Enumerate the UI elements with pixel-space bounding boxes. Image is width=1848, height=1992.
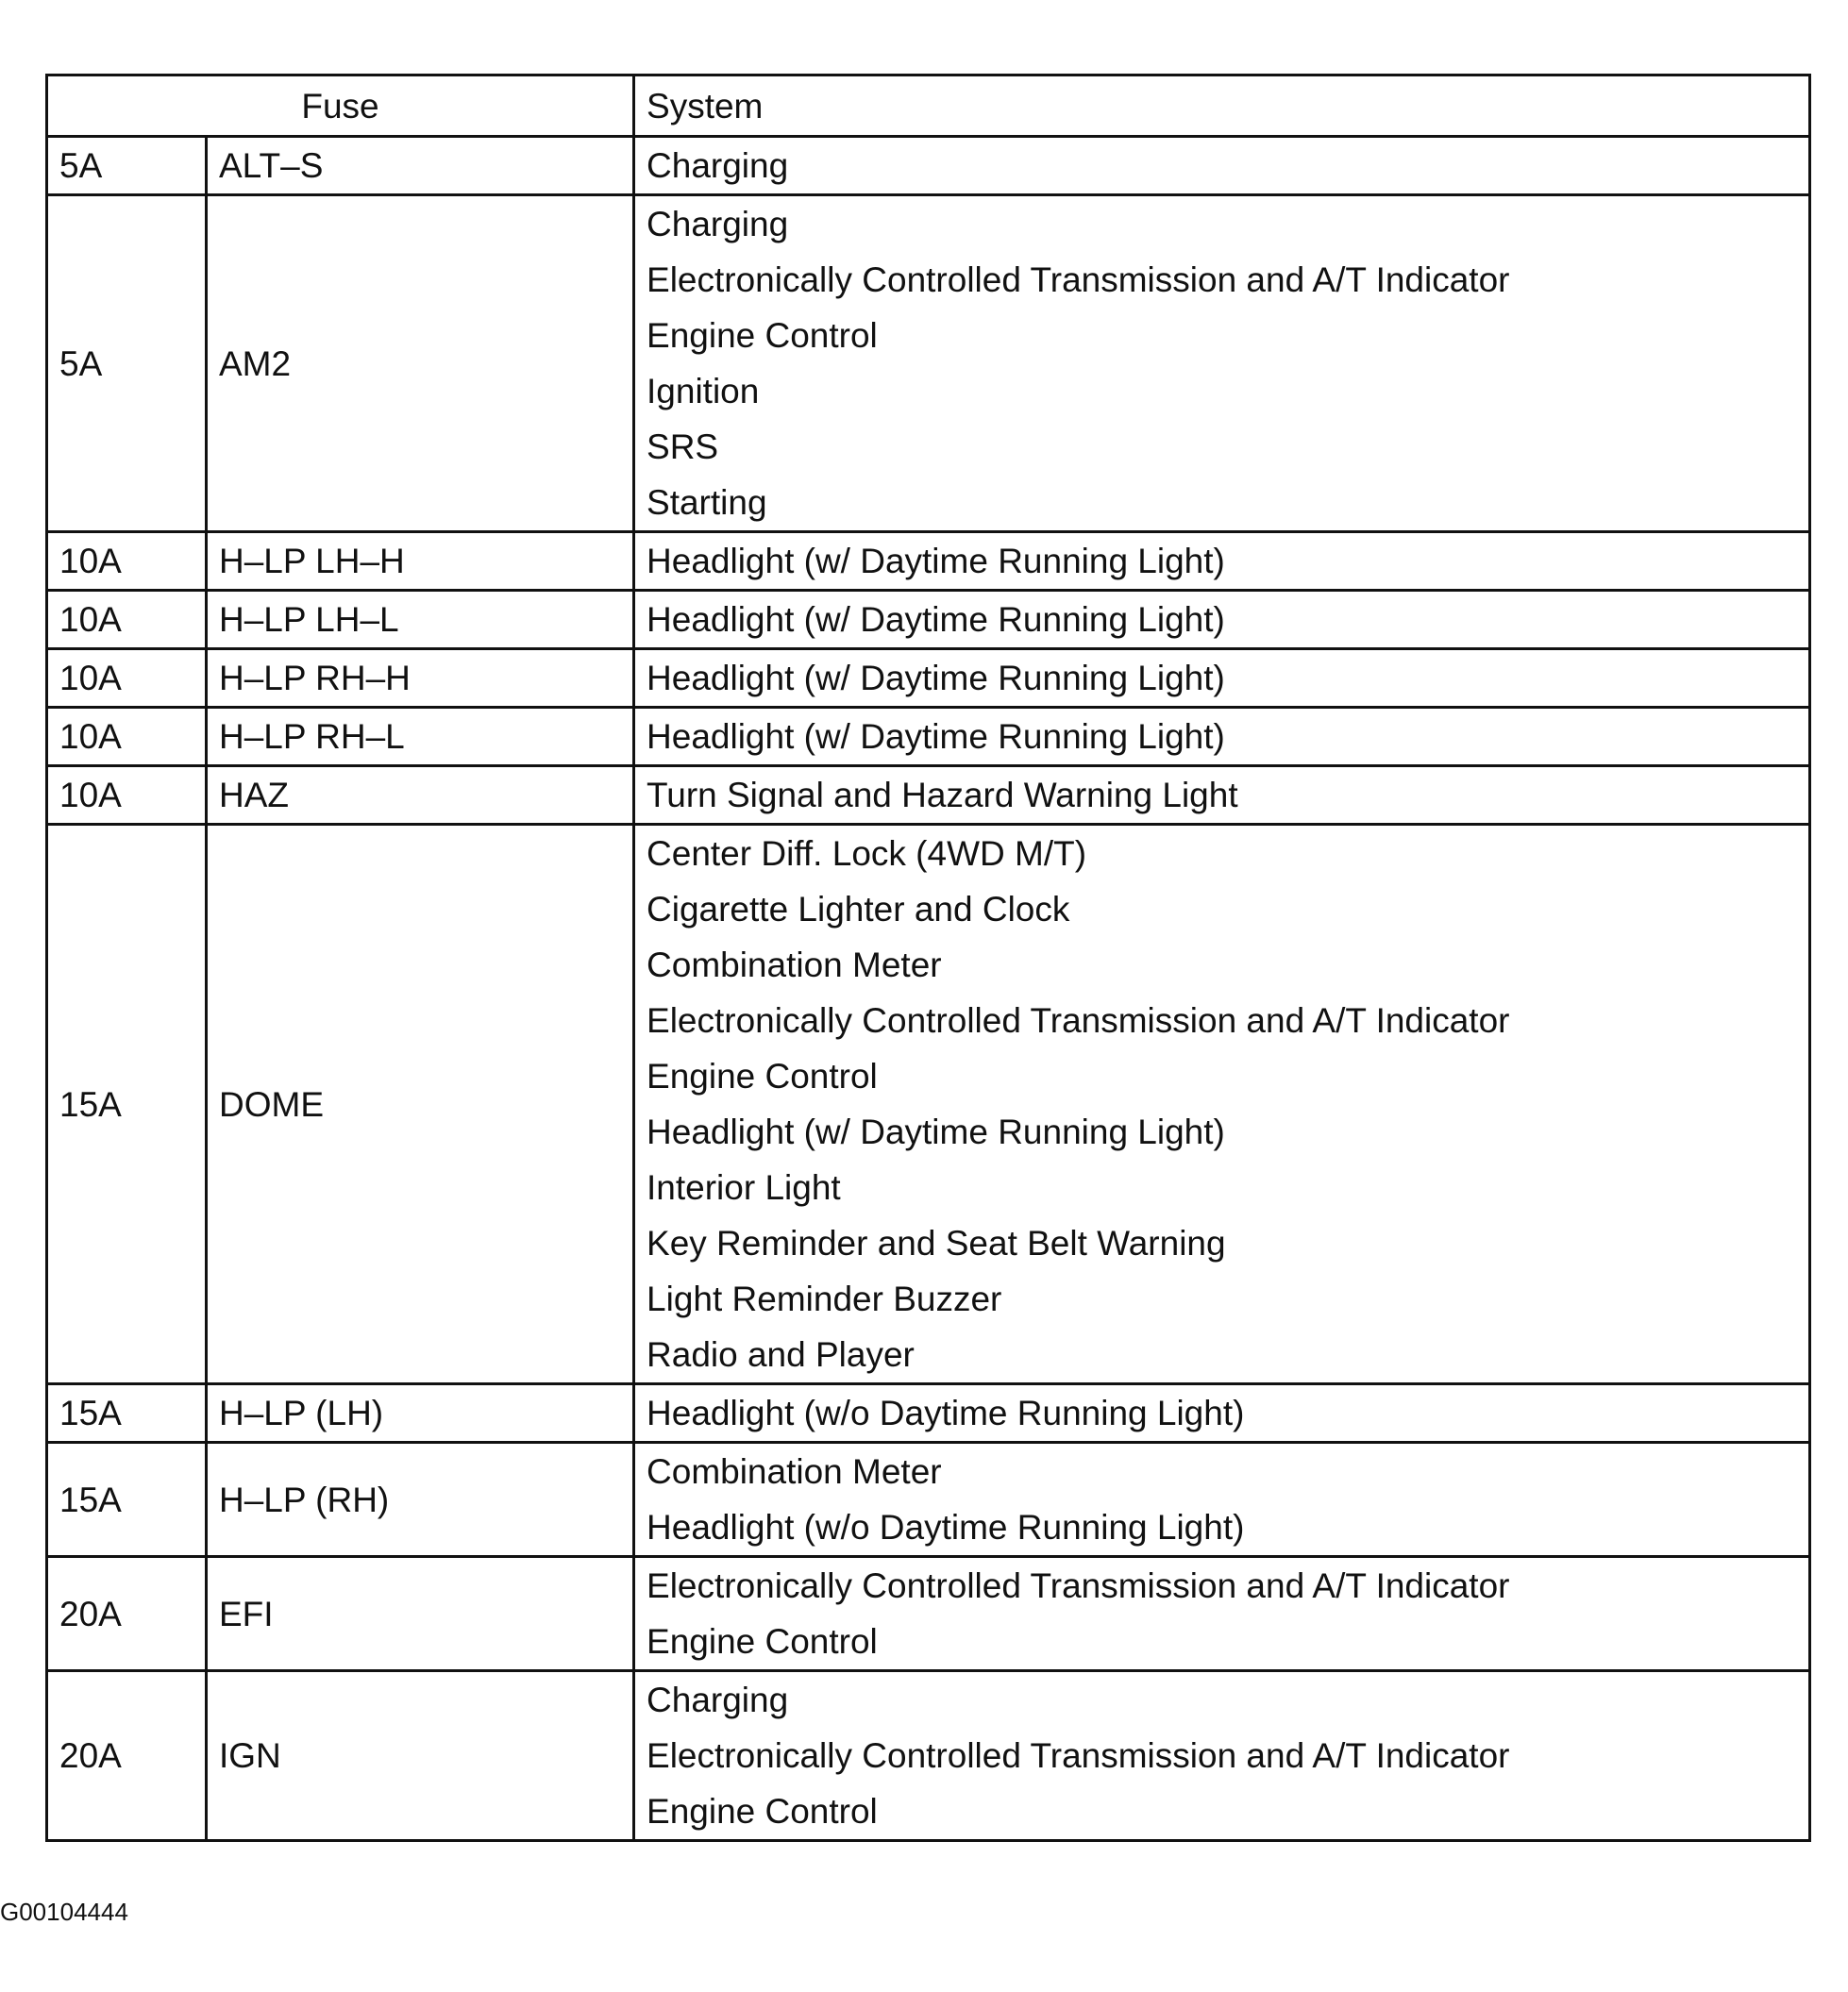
system-cell [634, 708, 1810, 766]
system-entry: Charging [647, 1681, 789, 1719]
system-entry: Headlight (w/ Daytime Running Light) [647, 542, 1225, 580]
fuse-amperage-cell: 5A [47, 137, 207, 195]
fuse-name-cell: ALT–S [207, 137, 634, 195]
system-entry: Headlight (w/ Daytime Running Light) [647, 717, 1225, 756]
system-entry: Engine Control [647, 1057, 878, 1096]
system-entry: Charging [647, 205, 789, 243]
system-entry: Radio and Player [647, 1335, 915, 1374]
system-entry: Turn Signal and Hazard Warning Light [647, 776, 1238, 814]
table-row [47, 1384, 1810, 1443]
system-entry: Headlight (w/ Daytime Running Light) [647, 600, 1225, 639]
fuse-name-cell: H–LP (RH) [207, 1443, 634, 1557]
system-cell [634, 649, 1810, 708]
fuse-column-header: Fuse [47, 75, 634, 137]
system-entry: Engine Control [647, 316, 878, 355]
fuse-name-cell: H–LP RH–H [207, 649, 634, 708]
fuse-amperage-cell: 15A [47, 1384, 207, 1443]
table-row [47, 1671, 1810, 1841]
fuse-name-cell: H–LP RH–L [207, 708, 634, 766]
fuse-amperage-cell: 5A [47, 195, 207, 532]
system-entry: Headlight (w/o Daytime Running Light) [647, 1508, 1245, 1547]
system-cell [634, 591, 1810, 649]
system-entry: Key Reminder and Seat Belt Warning [647, 1224, 1226, 1263]
table-row [47, 1443, 1810, 1557]
system-entry: Center Diff. Lock (4WD M/T) [647, 834, 1087, 873]
system-entry: Electronically Controlled Transmission and A/T Indicator [647, 1566, 1510, 1605]
fuse-name-cell: HAZ [207, 766, 634, 825]
fuse-name-cell: H–LP LH–L [207, 591, 634, 649]
table-row [47, 137, 1810, 195]
system-cell [634, 1671, 1810, 1841]
system-entry: Cigarette Lighter and Clock [647, 890, 1070, 929]
system-entry: Interior Light [647, 1168, 841, 1207]
fuse-system-table [45, 74, 1811, 1842]
fuse-name-cell: H–LP LH–H [207, 532, 634, 591]
table-row [47, 825, 1810, 1384]
fuse-amperage-cell: 10A [47, 591, 207, 649]
system-cell [634, 532, 1810, 591]
table-row [47, 195, 1810, 532]
fuse-amperage-cell: 15A [47, 825, 207, 1384]
system-entry: Combination Meter [647, 1452, 942, 1491]
table-row [47, 1557, 1810, 1671]
fuse-amperage-cell: 10A [47, 649, 207, 708]
system-entry: Electronically Controlled Transmission and A/T Indicator [647, 260, 1510, 299]
fuse-name-cell: AM2 [207, 195, 634, 532]
table-row [47, 766, 1810, 825]
fuse-amperage-cell: 15A [47, 1443, 207, 1557]
system-entry: Ignition [647, 372, 760, 410]
system-entry: Headlight (w/o Daytime Running Light) [647, 1394, 1245, 1432]
system-cell [634, 1443, 1810, 1557]
system-cell [634, 1557, 1810, 1671]
system-entry: Electronically Controlled Transmission and A/T Indicator [647, 1736, 1510, 1775]
system-entry: Headlight (w/ Daytime Running Light) [647, 1113, 1225, 1151]
fuse-amperage-cell: 10A [47, 766, 207, 825]
fuse-name-cell: H–LP (LH) [207, 1384, 634, 1443]
system-entry: Engine Control [647, 1622, 878, 1661]
system-cell [634, 137, 1810, 195]
table-header-row [47, 75, 1810, 137]
fuse-name-cell: DOME [207, 825, 634, 1384]
system-entry: Starting [647, 483, 767, 522]
system-entry: Light Reminder Buzzer [647, 1280, 1002, 1318]
system-entry: Combination Meter [647, 946, 942, 984]
fuse-amperage-cell: 10A [47, 708, 207, 766]
table-body [47, 137, 1810, 1841]
table-row [47, 649, 1810, 708]
system-cell [634, 1384, 1810, 1443]
system-entry: Engine Control [647, 1792, 878, 1831]
fuse-amperage-cell: 20A [47, 1671, 207, 1841]
system-entry: SRS [647, 427, 719, 466]
system-cell [634, 195, 1810, 532]
fuse-amperage-cell: 20A [47, 1557, 207, 1671]
system-entry: Headlight (w/ Daytime Running Light) [647, 659, 1225, 697]
fuse-name-cell: IGN [207, 1671, 634, 1841]
table-row [47, 591, 1810, 649]
system-entry: Electronically Controlled Transmission and A/T Indicator [647, 1001, 1510, 1040]
fuse-amperage-cell: 10A [47, 532, 207, 591]
system-entry: Charging [647, 146, 789, 185]
system-column-header: System [634, 75, 1810, 137]
figure-id: G00104444 [0, 1898, 128, 1926]
fuse-name-cell: EFI [207, 1557, 634, 1671]
table-row [47, 532, 1810, 591]
table-row [47, 708, 1810, 766]
system-cell [634, 766, 1810, 825]
system-cell [634, 825, 1810, 1384]
